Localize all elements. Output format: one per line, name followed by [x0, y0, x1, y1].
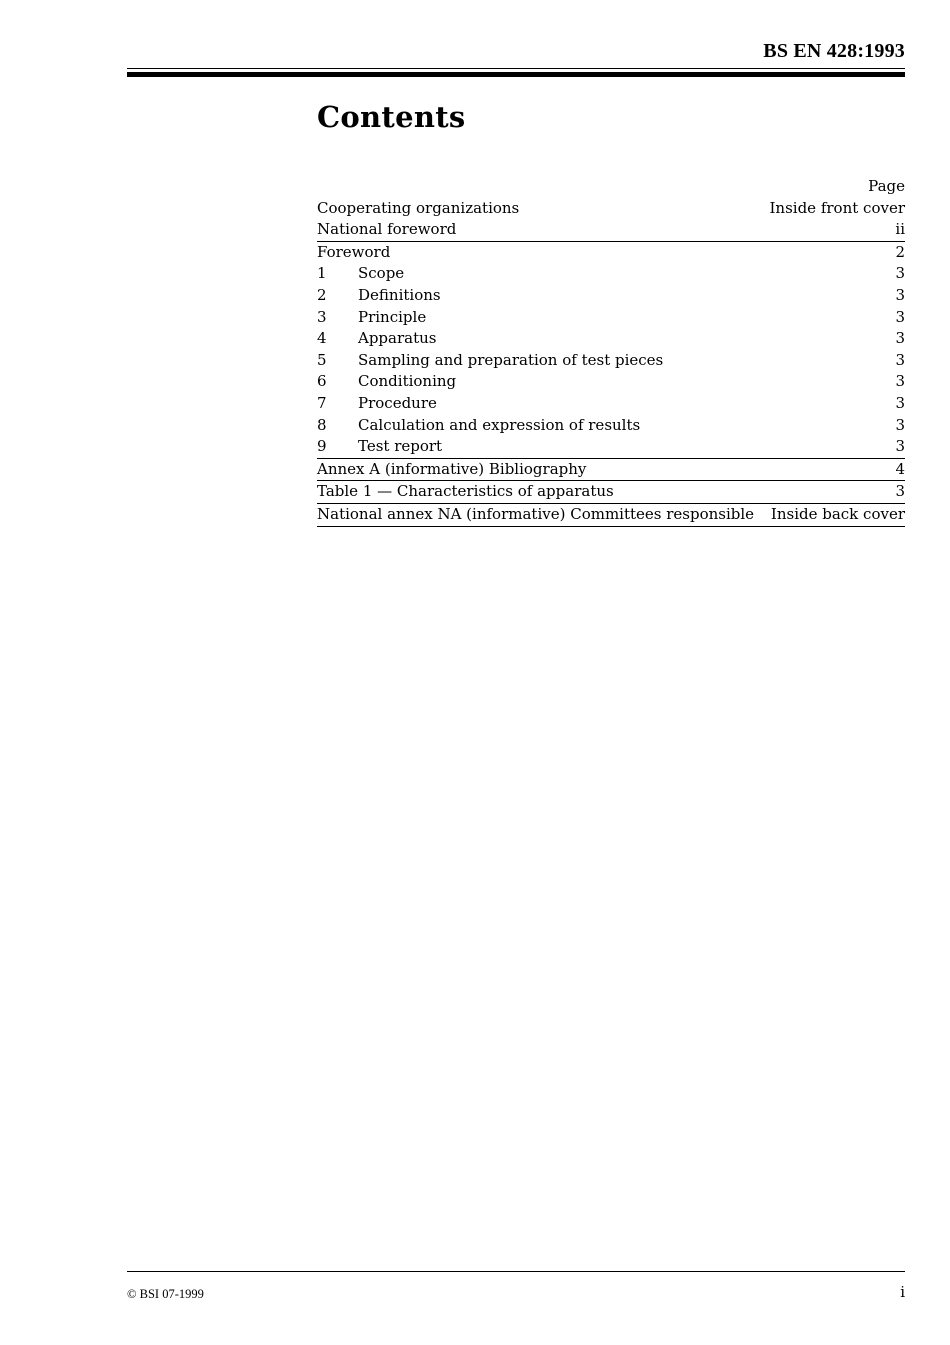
table-of-contents	[317, 176, 905, 527]
toc-entry	[317, 219, 905, 242]
toc-entry-number: 6	[317, 372, 327, 391]
toc-entry-title: Cooperating organizations	[317, 198, 520, 217]
toc-entry-label	[317, 504, 754, 526]
header-rule-thick	[127, 72, 905, 77]
header-rule-thin	[127, 68, 905, 69]
toc-entry-page: 3	[895, 372, 905, 391]
toc-entry-title: Principle	[358, 307, 427, 326]
toc-entry-label	[317, 307, 426, 329]
toc-entry-title: National foreword	[317, 220, 457, 239]
toc-entry	[317, 285, 905, 307]
toc-entry	[317, 436, 905, 459]
toc-entry-title: Foreword	[317, 242, 391, 261]
toc-entry-number: 8	[317, 415, 327, 434]
toc-entry-title: Scope	[358, 264, 405, 283]
toc-entry-label	[317, 393, 437, 415]
toc-entry-page: 3	[895, 482, 905, 501]
toc-entry	[317, 371, 905, 393]
toc-entry	[317, 328, 905, 350]
page-number: i	[900, 1283, 905, 1301]
toc-entry-title: Annex A (informative) Bibliography	[317, 459, 587, 478]
toc-entry-title: Table 1 — Characteristics of apparatus	[317, 482, 614, 501]
footer-rule	[127, 1271, 905, 1272]
toc-entry-label	[317, 285, 441, 307]
page-title: Contents	[317, 100, 466, 134]
toc-entry	[317, 263, 905, 285]
toc-entry-page: 3	[895, 329, 905, 348]
toc-entry-page: Inside back cover	[770, 504, 905, 523]
toc-entry	[317, 242, 905, 264]
toc-entry	[317, 307, 905, 329]
toc-entry-label	[317, 242, 390, 264]
toc-entry-page: 3	[895, 307, 905, 326]
toc-entry-label	[317, 350, 663, 372]
toc-entry-number: 4	[317, 329, 327, 348]
toc-entry-label	[317, 415, 640, 437]
toc-entry-label	[317, 263, 404, 285]
toc-entry-title: Conditioning	[358, 372, 457, 391]
toc-entry	[317, 350, 905, 372]
toc-entry-label	[317, 219, 456, 241]
toc-entry-label	[317, 436, 442, 458]
toc-entry-number: 1	[317, 264, 327, 283]
toc-entry-number: 9	[317, 437, 327, 456]
toc-entry-label	[317, 481, 614, 503]
toc-page-heading-row	[317, 176, 905, 198]
toc-entry-label	[317, 371, 456, 393]
toc-entry	[317, 481, 905, 504]
toc-entry-title: Test report	[358, 437, 443, 456]
toc-entry	[317, 415, 905, 437]
toc-entry-number: 3	[317, 307, 327, 326]
document-code: BS EN 428:1993	[763, 40, 905, 62]
toc-entry-page: 4	[895, 459, 905, 478]
toc-entry-label	[317, 328, 436, 350]
toc-entry-title: National annex NA (informative) Committees responsible	[317, 504, 755, 523]
toc-entry-page: 3	[895, 285, 905, 304]
toc-entry	[317, 504, 905, 527]
toc-entry	[317, 198, 905, 220]
toc-entry-page: 3	[895, 415, 905, 434]
toc-entry-label	[317, 198, 519, 220]
toc-entry	[317, 459, 905, 482]
copyright-notice: © BSI 07-1999	[127, 1287, 204, 1301]
toc-entry-page: 3	[895, 393, 905, 412]
toc-entry-label	[317, 459, 586, 481]
toc-entry-number: 5	[317, 350, 327, 369]
toc-entry-page: 2	[895, 242, 905, 261]
toc-entry-title: Definitions	[358, 285, 441, 304]
toc-entry	[317, 393, 905, 415]
toc-page-column-heading: Page	[868, 177, 905, 195]
toc-entry-title: Procedure	[358, 393, 437, 412]
toc-entry-page: 3	[895, 437, 905, 456]
toc-entry-title: Calculation and expression of results	[358, 415, 641, 434]
toc-entry-title: Sampling and preparation of test pieces	[358, 350, 664, 369]
toc-entry-page: 3	[895, 350, 905, 369]
toc-entry-title: Apparatus	[358, 329, 437, 348]
toc-entry-number: 2	[317, 285, 327, 304]
toc-entry-number: 7	[317, 393, 327, 412]
toc-entry-page: ii	[895, 220, 905, 239]
toc-entry-page: Inside front cover	[769, 198, 905, 217]
toc-entry-page: 3	[895, 264, 905, 283]
